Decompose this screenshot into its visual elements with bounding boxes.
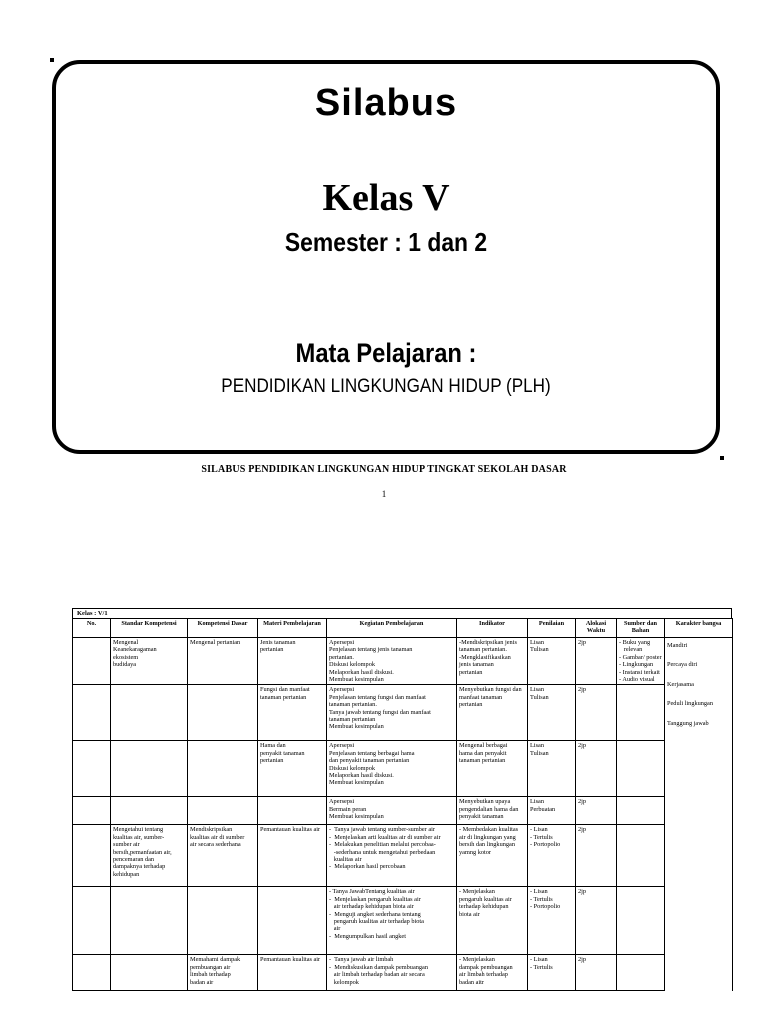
cell-indikator: - Membedakan kualitas air di lingkungan yang bersih dan lingkungan yamng kotor [457,825,528,887]
cell-penilaian: Lisan Tulisan [528,685,576,741]
cell-kompetensi: Mendiskripsikan kualitas air di sumber air secara sederhana [188,825,258,887]
cell-alokasi: 2jp [576,797,617,825]
header-standar: Standar Kompetensi [111,619,188,638]
cell-indikator: Mengenal berbagai hama dan penyakit tanaman pertanian [457,741,528,797]
cell-no [73,955,111,991]
cell-indikator: -Mendiskripsikan jenis tanaman pertanian. -Mengklasifikasikan jenis tanaman pertanian [457,638,528,685]
header-indikator: Indikator [457,619,528,638]
table-row [73,825,733,887]
karakter-item: Percaya diri [667,661,698,669]
table-row [73,685,733,741]
table-row [73,797,733,825]
cell-indikator: - Menjelaskan dampak pembuangan air limbah terhadap badan aitr [457,955,528,991]
cell-kegiatan: - Tanya jawab tentang sumber-sumber air - Menjelaskan arti kualitas air di sumber air - Melakukan penelitian melalui percobaa- -sederhana untuk mengetahui perbedaan kualitas air - Melaporkan hasil percobaan [327,825,457,887]
cell-alokasi: 2jp [576,638,617,685]
cell-penilaian: Lisan Perbuatan [528,797,576,825]
header-karakter: Karakter bangsa [665,619,733,638]
cell-standar [111,797,188,825]
cell-karakter [665,638,733,991]
cell-standar: Mengenal Keanekaragaman ekosistem budidaya [111,638,188,685]
cell-kegiatan: - Tanya JawabTentang kualitas air - Menjelaskan pengaruh kualitas air air terhadap kehidupan biota air - Menguji angket sederhana tentang pengaruh kualitas air terhadap biota air - Mengumpulkan hasil angket [327,887,457,955]
header-kompetensi: Kompetensi Dasar [188,619,258,638]
cell-materi: Hama dan penyakit tanaman pertanian [258,741,327,797]
cover-subject-label: Mata Pelajaran : [295,338,477,368]
table-body [73,638,733,991]
header-kegiatan: Kegiatan Pembelajaran [327,619,457,638]
table-row [73,955,733,991]
cell-alokasi: 2jp [576,825,617,887]
cell-no [73,797,111,825]
running-title: SILABUS PENDIDIKAN LINGKUNGAN HIDUP TINGKAT SEKOLAH DASAR [201,464,567,475]
cell-penilaian: - Lisan - Tertulis - Portopolio [528,825,576,887]
cell-kompetensi: Memahami dampak pembuangan air limbah terhadap badan air [188,955,258,991]
header-penilaian: Penilaian [528,619,576,638]
cell-alokasi: 2jp [576,955,617,991]
table-row [73,741,733,797]
cell-no [73,638,111,685]
header-no: No. [73,619,111,638]
cell-kompetensi [188,741,258,797]
cell-kegiatan: - Tanya jawab air limbah - Mendiskusikan dampak pembuangan air limbah terhadap badan air secara kelompok [327,955,457,991]
cover-semester: Semester : 1 dan 2 [284,227,488,257]
cover-frame [52,60,720,454]
cell-kompetensi [188,685,258,741]
cell-standar [111,887,188,955]
cell-sumber: - Buku yang relevan - Gambar/ poster - Lingkungan - Instansi terkait - Audio visual [617,638,665,685]
cell-materi: Jenis tanaman pertanian [258,638,327,685]
cell-sumber [617,685,665,741]
cell-sumber [617,825,665,887]
cell-sumber [617,887,665,955]
header-alokasi: Alokasi Waktu [576,619,617,638]
cell-kegiatan: Apersepsi Penjelasan tentang fungsi dan manfaat tanaman pertanian. Tanya jawab tentang fungsi dan manfaat tanaman pertanian Membuat kesimpulan [327,685,457,741]
cover-class: Kelas V [322,177,450,219]
cell-materi [258,797,327,825]
table-row [73,887,733,955]
karakter-item: Peduli lingkungan [667,700,713,708]
cell-no [73,741,111,797]
syllabus-table [72,618,733,991]
cell-alokasi: 2jp [576,741,617,797]
page-number: 1 [381,489,387,499]
cover-subject: PENDIDIKAN LINGKUNGAN HIDUP (PLH) [221,376,551,397]
cell-kegiatan: Apersepsi Penjelasan tentang jenis tanaman pertanian. Diskusi kelompok Melaporkan hasil diskusi. Membuat kesimpulan [327,638,457,685]
cell-sumber [617,955,665,991]
cell-no [73,685,111,741]
cell-materi: Pemantauan kualitas air [258,825,327,887]
cell-penilaian: - Lisan - Tertulis [528,955,576,991]
table-row [73,638,733,685]
cell-kompetensi [188,797,258,825]
cell-alokasi: 2jp [576,685,617,741]
cell-no [73,887,111,955]
kelas-line: Kelas : V/1 [72,608,732,618]
cover-title: Silabus [314,82,458,124]
karakter-item: Mandiri [667,642,688,649]
cell-materi [258,887,327,955]
cell-standar [111,685,188,741]
cell-kompetensi [188,887,258,955]
cell-materi: Fungsi dan manfaat tanaman pertanian [258,685,327,741]
cell-sumber [617,741,665,797]
syllabus-table-wrapper [72,608,732,991]
cell-penilaian: - Lisan - Tertulis - Portopolio [528,887,576,955]
corner-dot-bottom-right [720,456,724,460]
cell-standar [111,955,188,991]
cell-kegiatan: Apersepsi Penjelasan tentang berbagai hama dan penyakit tanaman pertanian Diskusi kelompok Melaporkan hasil diskusi. Membuat kesimpulan [327,741,457,797]
cell-penilaian: Lisan Tulisan [528,741,576,797]
cell-standar: Mengetahui tentang kualitas air, sumber- sumber air bersih,pemanfaatan air, pencemaran dan dampaknya terhadap kehidupan [111,825,188,887]
karakter-item: Kerjasama [667,680,694,688]
cell-no [73,825,111,887]
karakter-item: Tanggung jawab [667,719,709,727]
cell-indikator: Menyebutkan upaya pengendalian hama dan penyakit tanaman [457,797,528,825]
cell-materi: Pemantauan kualitas air [258,955,327,991]
cell-indikator: - Menjelaskan pengaruh kualitas air terhadap kehidupan biota air [457,887,528,955]
cell-kegiatan: Apersepsi Bermain peran Membuat kesimpulan [327,797,457,825]
cell-kompetensi: Mengenal pertanian [188,638,258,685]
table-header-row [73,619,733,638]
cell-alokasi: 2jp [576,887,617,955]
cell-indikator: Menyebutkan fungsi dan manfaat tanaman pertanian [457,685,528,741]
cell-sumber [617,797,665,825]
cell-standar [111,741,188,797]
cell-penilaian: Lisan Tulisan [528,638,576,685]
header-materi: Materi Pembelajaran [258,619,327,638]
header-sumber: Sumber dan Bahan [617,619,665,638]
corner-dot-top-left [50,58,54,62]
